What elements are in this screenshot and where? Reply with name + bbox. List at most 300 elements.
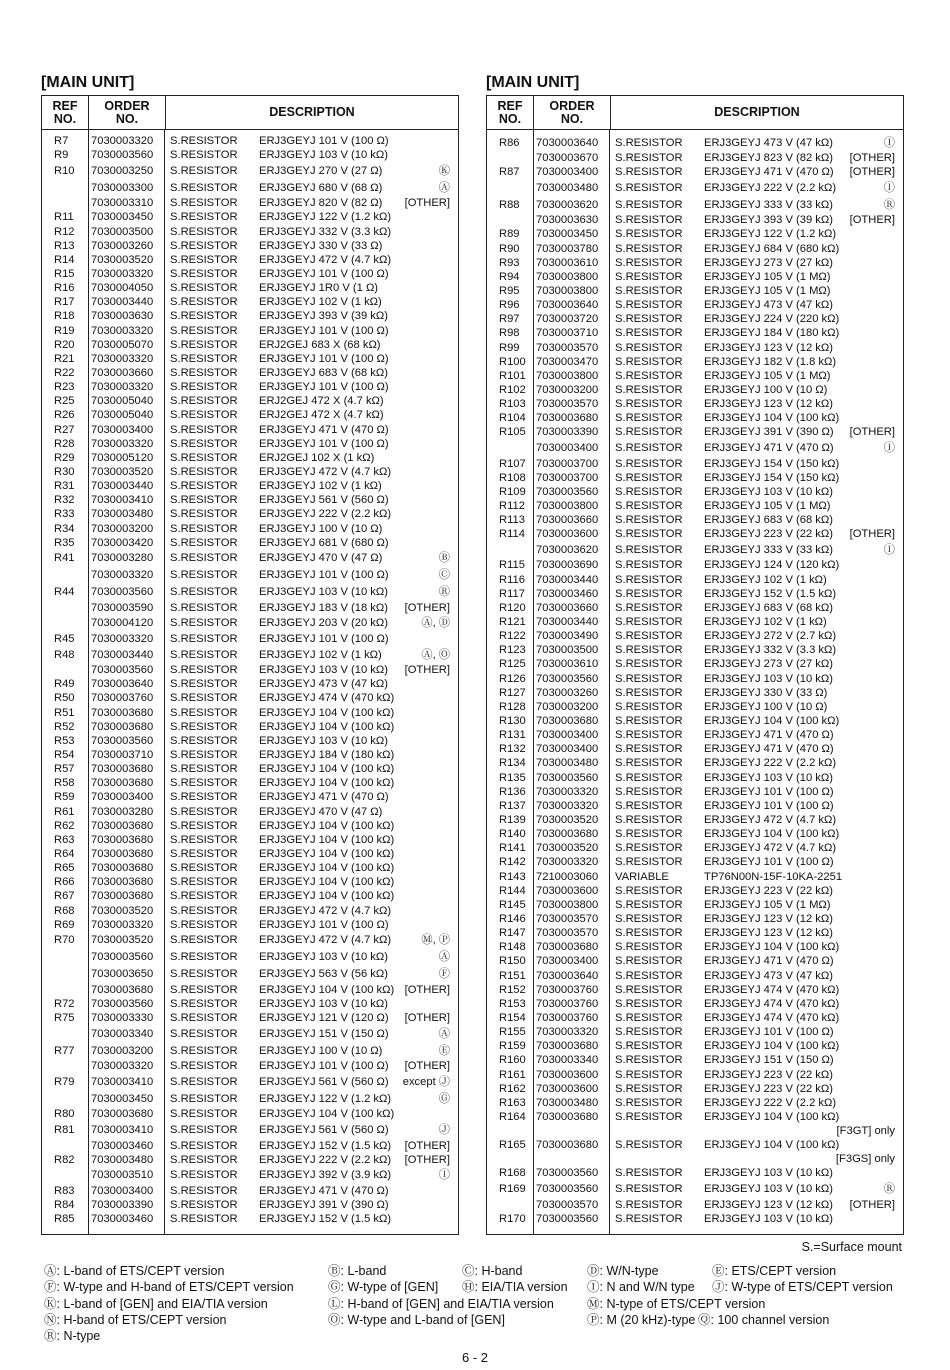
part-type: S.RESISTOR bbox=[170, 310, 238, 323]
order-no: 7030003480 bbox=[536, 181, 599, 194]
version-note: [F3GS] only bbox=[835, 1153, 895, 1166]
description-cell bbox=[704, 151, 903, 165]
order-no: 7030003520 bbox=[91, 253, 154, 266]
footnote-line bbox=[44, 1328, 914, 1344]
part-description: ERJ3GEYJ 122 V (1.2 kΩ) bbox=[704, 228, 837, 241]
table-body bbox=[487, 130, 903, 1226]
description-cell bbox=[704, 213, 903, 227]
ref-no: R26 bbox=[54, 409, 75, 422]
order-no: 7030003800 bbox=[536, 285, 599, 298]
part-type: S.RESISTOR bbox=[170, 934, 238, 947]
part-type: S.RESISTOR bbox=[170, 617, 238, 630]
table-row bbox=[487, 527, 903, 541]
ref-no: R164 bbox=[499, 1110, 526, 1123]
description-cell bbox=[259, 805, 458, 819]
order-no: 7030004050 bbox=[91, 282, 154, 295]
order-no: 7030003440 bbox=[536, 616, 599, 628]
order-no: 7030003440 bbox=[536, 573, 599, 586]
part-description: ERJ3GEYJ 470 V (47 Ω) bbox=[259, 552, 383, 565]
order-no: 7030003520 bbox=[536, 842, 599, 855]
table-row bbox=[42, 1025, 458, 1042]
part-description: ERJ3GEYJ 152 V (1.5 kΩ) bbox=[704, 587, 837, 600]
description-cell bbox=[704, 643, 903, 657]
part-type: S.RESISTOR bbox=[615, 601, 683, 614]
ref-no: R103 bbox=[499, 398, 526, 411]
part-description: ERJ3GEYJ 472 V (4.7 kΩ) bbox=[259, 934, 392, 947]
order-no: 7030003320 bbox=[91, 569, 154, 582]
table-row bbox=[42, 918, 458, 932]
description-cell bbox=[259, 762, 458, 776]
part-description: ERJ3GEYJ 471 V (470 Ω) bbox=[704, 743, 834, 756]
order-no: 7030003520 bbox=[91, 934, 154, 947]
version-note: [OTHER] bbox=[404, 1012, 450, 1025]
order-no: 7030004120 bbox=[91, 617, 154, 630]
part-type: S.RESISTOR bbox=[615, 228, 683, 241]
part-description: ERJ3GEYJ 104 V (100 kΩ) bbox=[259, 847, 395, 860]
ref-no: R89 bbox=[499, 228, 520, 241]
part-description: ERJ3GEYJ 104 V (100 kΩ) bbox=[704, 1110, 840, 1123]
order-no: 7030003570 bbox=[536, 912, 599, 925]
order-no: 7030003780 bbox=[536, 242, 599, 255]
table-row bbox=[42, 663, 458, 677]
part-description: ERJ3GEYJ 222 V (2.2 kΩ) bbox=[259, 1153, 392, 1166]
description-cell bbox=[704, 997, 903, 1011]
table-row bbox=[42, 847, 458, 861]
table-header bbox=[42, 96, 458, 130]
table-row bbox=[487, 869, 903, 883]
part-description: ERJ3GEYJ 103 V (10 kΩ) bbox=[704, 1183, 833, 1196]
part-type: S.RESISTOR bbox=[615, 1139, 683, 1152]
part-type: S.RESISTOR bbox=[615, 471, 683, 484]
ref-no: R95 bbox=[499, 285, 520, 298]
part-type: S.RESISTOR bbox=[615, 1082, 683, 1095]
description-cell bbox=[704, 983, 903, 997]
order-no: 7030003200 bbox=[91, 1044, 154, 1057]
part-type: S.RESISTOR bbox=[170, 678, 238, 691]
part-description: ERJ3GEYJ 332 V (3.3 kΩ) bbox=[704, 644, 837, 657]
part-description: ERJ3GEYJ 103 V (10 kΩ) bbox=[259, 149, 388, 162]
part-type: S.RESISTOR bbox=[170, 1184, 238, 1197]
part-type: S.RESISTOR bbox=[170, 1123, 238, 1136]
part-description: ERJ3GEYJ 471 V (470 Ω) bbox=[704, 955, 834, 968]
table-row bbox=[487, 1039, 903, 1053]
table-row bbox=[487, 298, 903, 312]
part-type: S.RESISTOR bbox=[615, 729, 683, 742]
table-row bbox=[42, 1153, 458, 1167]
table-row bbox=[487, 728, 903, 742]
part-type: S.RESISTOR bbox=[615, 672, 683, 685]
part-type: S.RESISTOR bbox=[615, 136, 683, 149]
table-row bbox=[487, 615, 903, 629]
ref-no: R87 bbox=[499, 166, 520, 179]
table-row bbox=[42, 493, 458, 507]
table-row bbox=[42, 1011, 458, 1025]
part-type: S.RESISTOR bbox=[170, 1139, 238, 1152]
part-description: ERJ3GEYJ 472 V (4.7 kΩ) bbox=[704, 842, 837, 855]
part-description: ERJ3GEYJ 474 V (470 kΩ) bbox=[259, 692, 395, 705]
order-no: 7030003320 bbox=[91, 1060, 154, 1073]
description-cell bbox=[259, 720, 458, 734]
part-type: S.RESISTOR bbox=[170, 338, 238, 351]
order-no: 7030003450 bbox=[536, 228, 599, 241]
table-row bbox=[487, 884, 903, 898]
ref-no: R168 bbox=[499, 1167, 526, 1180]
order-no: 7030003760 bbox=[91, 692, 154, 705]
part-type: S.RESISTOR bbox=[170, 805, 238, 818]
order-no: 7030003340 bbox=[536, 1054, 599, 1067]
ref-no: R34 bbox=[54, 522, 75, 535]
table-row bbox=[487, 179, 903, 196]
table-row bbox=[487, 541, 903, 558]
version-note: [OTHER] bbox=[849, 152, 895, 165]
description-cell bbox=[259, 889, 458, 903]
footnote-item: Ⓒ: H-band bbox=[462, 1264, 523, 1278]
order-no: 7030003320 bbox=[91, 324, 154, 337]
part-type: S.RESISTOR bbox=[170, 997, 238, 1010]
ref-no: R115 bbox=[499, 559, 525, 572]
part-description: ERJ3GEYJ 472 V (4.7 kΩ) bbox=[704, 813, 837, 826]
order-no: 7030003410 bbox=[91, 1123, 154, 1136]
order-no: 7030003690 bbox=[536, 559, 599, 572]
table-row bbox=[487, 686, 903, 700]
order-no: 7030005040 bbox=[91, 395, 154, 408]
part-description: ERJ3GEYJ 104 V (100 kΩ) bbox=[704, 1139, 840, 1152]
description-cell bbox=[704, 527, 903, 541]
part-type: S.RESISTOR bbox=[170, 968, 238, 981]
table-row bbox=[42, 632, 458, 646]
part-type: S.RESISTOR bbox=[615, 983, 683, 996]
table-row bbox=[487, 1124, 903, 1138]
part-type: S.RESISTOR bbox=[170, 664, 238, 677]
part-type: S.RESISTOR bbox=[170, 833, 238, 846]
description-cell bbox=[259, 967, 458, 981]
version-note: except Ⓙ bbox=[402, 1075, 450, 1088]
part-type: S.RESISTOR bbox=[615, 1096, 683, 1109]
ref-no: R155 bbox=[499, 1026, 526, 1039]
description-cell bbox=[704, 855, 903, 869]
part-description: TP76N00N-15F-10KA-2251 bbox=[704, 870, 843, 883]
table-row bbox=[487, 587, 903, 601]
order-no: 7030003260 bbox=[536, 686, 599, 699]
description-cell bbox=[259, 253, 458, 267]
part-description: ERJ3GEYJ 391 V (390 Ω) bbox=[259, 1198, 389, 1211]
ref-no: R161 bbox=[499, 1068, 526, 1081]
header-order-no: ORDER NO. bbox=[534, 96, 611, 129]
table-row bbox=[42, 601, 458, 615]
footnote-line bbox=[44, 1263, 914, 1279]
description-cell bbox=[259, 875, 458, 889]
table-row bbox=[487, 1166, 903, 1180]
version-note: Ⓘ bbox=[438, 1169, 450, 1182]
description-cell bbox=[259, 1139, 458, 1153]
part-description: ERJ3GEYJ 270 V (27 Ω) bbox=[259, 164, 383, 177]
part-type: S.RESISTOR bbox=[615, 630, 683, 643]
part-type: S.RESISTOR bbox=[170, 734, 238, 747]
part-type: S.RESISTOR bbox=[170, 692, 238, 705]
order-no: 7030003320 bbox=[536, 1026, 599, 1039]
ref-no: R61 bbox=[54, 805, 75, 818]
order-no: 7030003400 bbox=[536, 955, 599, 968]
table-row bbox=[487, 227, 903, 241]
description-cell bbox=[704, 771, 903, 785]
version-note: Ⓐ, Ⓞ bbox=[421, 648, 450, 661]
table-row bbox=[42, 949, 458, 966]
footnote-item: Ⓔ: ETS/CEPT version bbox=[712, 1264, 837, 1278]
description-cell bbox=[704, 573, 903, 587]
ref-no: R33 bbox=[54, 508, 75, 521]
table-row bbox=[42, 966, 458, 983]
part-description: ERJ3GEYJ 101 V (100 Ω) bbox=[259, 268, 389, 281]
part-description: ERJ3GEYJ 105 V (1 MΩ) bbox=[704, 285, 831, 298]
footnote-line bbox=[44, 1312, 914, 1328]
part-type: S.RESISTOR bbox=[170, 324, 238, 337]
ref-no: R86 bbox=[499, 136, 520, 149]
part-type: S.RESISTOR bbox=[170, 135, 238, 148]
part-description: ERJ3GEYJ 102 V (1 kΩ) bbox=[259, 480, 382, 493]
part-description: ERJ3GEYJ 103 V (10 kΩ) bbox=[704, 485, 833, 498]
table-row bbox=[487, 1198, 903, 1212]
part-description: ERJ3GEYJ 101 V (100 Ω) bbox=[259, 352, 389, 365]
ref-no: R50 bbox=[54, 692, 75, 705]
table-row bbox=[42, 196, 458, 210]
ref-no: R22 bbox=[54, 367, 75, 380]
description-cell bbox=[259, 536, 458, 550]
table-row bbox=[487, 471, 903, 485]
ref-no: R123 bbox=[499, 644, 526, 657]
order-no: 7030003680 bbox=[91, 819, 154, 832]
description-cell bbox=[259, 309, 458, 323]
part-type: S.RESISTOR bbox=[615, 1110, 683, 1123]
part-description: ERJ3GEYJ 393 V (39 kΩ) bbox=[259, 310, 388, 323]
order-no: 7030003600 bbox=[536, 528, 599, 541]
description-cell bbox=[704, 601, 903, 615]
ref-no: R9 bbox=[54, 149, 69, 162]
part-description: ERJ3GEYJ 561 V (560 Ω) bbox=[259, 1075, 389, 1088]
header-ref-no: REF NO. bbox=[42, 96, 89, 129]
table-row bbox=[42, 179, 458, 196]
description-cell bbox=[704, 411, 903, 425]
footnote-item: Ⓛ: H-band of [GEN] and EIA/TIA version bbox=[328, 1296, 554, 1311]
part-type: S.RESISTOR bbox=[615, 616, 683, 628]
part-type: S.RESISTOR bbox=[615, 912, 683, 925]
part-description: ERJ3GEYJ 102 V (1 kΩ) bbox=[704, 573, 827, 586]
description-cell bbox=[259, 748, 458, 762]
ref-no: R132 bbox=[499, 743, 526, 756]
ref-no: R67 bbox=[54, 890, 75, 903]
order-no: 7030003480 bbox=[91, 1153, 154, 1166]
version-note: Ⓚ bbox=[438, 164, 450, 177]
order-no: 7030003410 bbox=[91, 494, 154, 507]
description-cell bbox=[704, 558, 903, 572]
part-type: S.RESISTOR bbox=[615, 785, 683, 798]
table-row bbox=[42, 267, 458, 281]
part-description: ERJ3GEYJ 273 V (27 kΩ) bbox=[704, 256, 833, 269]
description-cell bbox=[704, 326, 903, 340]
part-description: ERJ3GEYJ 222 V (2.2 kΩ) bbox=[704, 757, 837, 770]
description-cell bbox=[259, 1107, 458, 1121]
description-cell bbox=[704, 785, 903, 799]
part-description: ERJ3GEYJ 122 V (1.2 kΩ) bbox=[259, 1092, 392, 1105]
order-no: 7030003650 bbox=[91, 968, 154, 981]
part-type: S.RESISTOR bbox=[615, 426, 683, 439]
table-row bbox=[42, 324, 458, 338]
order-no: 7030003800 bbox=[536, 500, 599, 513]
version-note: Ⓘ bbox=[883, 543, 895, 556]
description-cell bbox=[259, 918, 458, 932]
part-description: ERJ3GEYJ 152 V (1.5 kΩ) bbox=[259, 1139, 392, 1152]
table-row bbox=[487, 799, 903, 813]
ref-no: R107 bbox=[499, 457, 526, 470]
table-row bbox=[42, 408, 458, 422]
part-description: ERJ3GEYJ 223 V (22 kΩ) bbox=[704, 1082, 833, 1095]
order-no: 7030003680 bbox=[91, 777, 154, 790]
order-no: 7030003460 bbox=[91, 1213, 154, 1226]
part-type: S.RESISTOR bbox=[170, 601, 238, 614]
table-row bbox=[487, 601, 903, 615]
part-type: S.RESISTOR bbox=[615, 1026, 683, 1039]
part-description: ERJ3GEYJ 820 V (82 Ω) bbox=[259, 197, 383, 210]
footnote-item: Ⓑ: L-band bbox=[328, 1264, 387, 1278]
description-cell bbox=[259, 1123, 458, 1137]
table-row bbox=[487, 1110, 903, 1124]
ref-no: R69 bbox=[54, 918, 75, 931]
description-cell bbox=[704, 742, 903, 756]
description-cell bbox=[259, 181, 458, 195]
part-type: S.RESISTOR bbox=[170, 1044, 238, 1057]
version-note: [OTHER] bbox=[849, 166, 895, 179]
table-row bbox=[42, 338, 458, 352]
version-note: Ⓐ bbox=[438, 951, 450, 964]
part-description: ERJ3GEYJ 823 V (82 kΩ) bbox=[704, 152, 833, 165]
ref-no: R102 bbox=[499, 384, 526, 397]
table-row bbox=[42, 1042, 458, 1059]
description-cell bbox=[704, 242, 903, 256]
description-cell bbox=[704, 728, 903, 742]
part-description: ERJ3GEYJ 152 V (1.5 kΩ) bbox=[259, 1213, 392, 1226]
part-description: ERJ3GEYJ 470 V (47 Ω) bbox=[259, 805, 383, 818]
description-cell bbox=[704, 898, 903, 912]
description-cell bbox=[704, 1011, 903, 1025]
part-type: S.RESISTOR bbox=[615, 997, 683, 1010]
description-cell bbox=[704, 672, 903, 686]
order-no: 7030003470 bbox=[536, 355, 599, 368]
part-type: S.RESISTOR bbox=[170, 569, 238, 582]
part-type: S.RESISTOR bbox=[615, 955, 683, 968]
header-description: DESCRIPTION bbox=[714, 105, 800, 119]
part-description: ERJ3GEYJ 104 V (100 kΩ) bbox=[259, 983, 395, 996]
description-cell bbox=[704, 457, 903, 471]
ref-no: R31 bbox=[54, 480, 75, 493]
table-row bbox=[487, 1212, 903, 1226]
version-note: Ⓘ bbox=[883, 136, 895, 149]
right-column bbox=[486, 73, 904, 1235]
part-type: S.RESISTOR bbox=[615, 457, 683, 470]
table-row bbox=[487, 954, 903, 968]
description-cell bbox=[704, 383, 903, 397]
order-no: 7030003340 bbox=[91, 1027, 154, 1040]
version-note: [OTHER] bbox=[404, 601, 450, 614]
footnote-item: Ⓚ: L-band of [GEN] and EIA/TIA version bbox=[44, 1296, 268, 1311]
part-type: S.RESISTOR bbox=[170, 777, 238, 790]
table-row bbox=[42, 983, 458, 997]
order-no: 7030003320 bbox=[91, 381, 154, 394]
part-type: S.RESISTOR bbox=[615, 369, 683, 382]
part-type: S.RESISTOR bbox=[170, 763, 238, 776]
ref-no: R112 bbox=[499, 500, 525, 513]
part-type: S.RESISTOR bbox=[615, 181, 683, 194]
part-type: S.RESISTOR bbox=[615, 813, 683, 826]
version-note: Ⓜ, Ⓟ bbox=[421, 934, 450, 947]
description-cell bbox=[259, 734, 458, 748]
ref-no: R21 bbox=[54, 352, 75, 365]
version-note: Ⓐ, Ⓓ bbox=[421, 617, 450, 630]
table-row bbox=[42, 465, 458, 479]
ref-no: R62 bbox=[54, 819, 75, 832]
footnote-item: Ⓜ: N-type of ETS/CEPT version bbox=[587, 1296, 766, 1311]
part-type: S.RESISTOR bbox=[170, 437, 238, 450]
ref-no: R10 bbox=[54, 164, 75, 177]
table-row bbox=[42, 479, 458, 493]
part-description: ERJ3GEYJ 474 V (470 kΩ) bbox=[704, 997, 840, 1010]
description-cell bbox=[704, 969, 903, 983]
ref-no: R160 bbox=[499, 1054, 526, 1067]
part-description: ERJ2GEJ 472 X (4.7 kΩ) bbox=[259, 409, 384, 422]
part-description: ERJ3GEYJ 561 V (560 Ω) bbox=[259, 1123, 389, 1136]
part-type: S.RESISTOR bbox=[615, 941, 683, 954]
part-description: ERJ3GEYJ 182 V (1.8 kΩ) bbox=[704, 355, 837, 368]
order-no: 7030003560 bbox=[91, 734, 154, 747]
description-cell bbox=[704, 369, 903, 383]
ref-no: R148 bbox=[499, 941, 526, 954]
description-cell bbox=[259, 933, 458, 947]
description-cell bbox=[259, 196, 458, 210]
table-row bbox=[487, 700, 903, 714]
part-type: S.RESISTOR bbox=[170, 536, 238, 549]
part-description: ERJ3GEYJ 151 V (150 Ω) bbox=[704, 1054, 834, 1067]
description-cell bbox=[259, 790, 458, 804]
part-type: S.RESISTOR bbox=[615, 898, 683, 911]
ref-no: R88 bbox=[499, 198, 520, 211]
ref-no: R99 bbox=[499, 341, 520, 354]
version-note: Ⓡ bbox=[438, 586, 450, 599]
ref-no: R48 bbox=[54, 648, 75, 661]
order-no: 7030003680 bbox=[91, 847, 154, 860]
order-no: 7030003300 bbox=[91, 181, 154, 194]
ref-no: R84 bbox=[54, 1198, 75, 1211]
part-type: S.RESISTOR bbox=[170, 720, 238, 733]
part-type: S.RESISTOR bbox=[615, 1011, 683, 1024]
order-no: 7030003400 bbox=[91, 1184, 154, 1197]
ref-no: R101 bbox=[499, 369, 526, 382]
order-no: 7030003400 bbox=[536, 729, 599, 742]
table-row bbox=[42, 903, 458, 917]
order-no: 7030003680 bbox=[91, 1108, 154, 1121]
page-number: 6 - 2 bbox=[461, 1350, 488, 1365]
ref-no: R25 bbox=[54, 395, 75, 408]
order-no: 7030003720 bbox=[536, 313, 599, 326]
order-no: 7030003680 bbox=[536, 1110, 599, 1123]
ref-no: R70 bbox=[54, 934, 75, 947]
part-type: S.RESISTOR bbox=[615, 442, 683, 455]
table-row bbox=[487, 213, 903, 227]
part-type: S.RESISTOR bbox=[615, 686, 683, 699]
part-description: ERJ3GEYJ 123 V (12 kΩ) bbox=[704, 398, 833, 411]
part-description: ERJ3GEYJ 104 V (100 kΩ) bbox=[704, 941, 840, 954]
ref-no: R90 bbox=[499, 242, 520, 255]
description-cell bbox=[704, 485, 903, 499]
table-row bbox=[487, 242, 903, 256]
description-cell bbox=[259, 281, 458, 295]
